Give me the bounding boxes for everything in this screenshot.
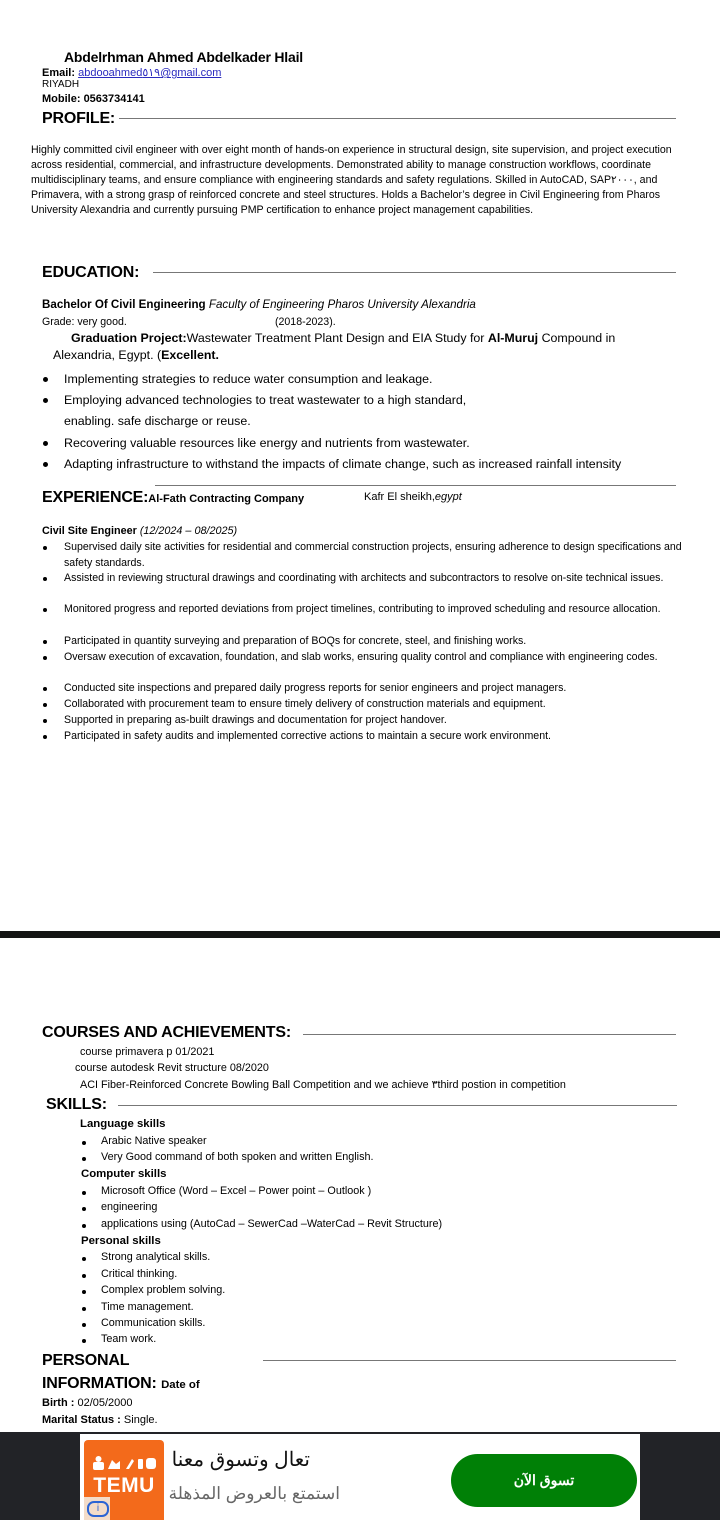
skill-item: Very Good command of both spoken and written English. <box>101 1151 374 1163</box>
experience-rule <box>155 485 676 486</box>
shop-now-button[interactable]: تسوق الآن <box>451 1454 637 1507</box>
skills-group-title: Computer skills <box>81 1168 167 1180</box>
ad-title: تعال وتسوق معنا <box>171 1449 310 1471</box>
skills-group-title: Personal skills <box>81 1235 161 1247</box>
achievement-item: ACI Fiber-Reinforced Concrete Bowling Ball Competition and we achieve ٣third postion in competition <box>80 1079 566 1091</box>
graduation-project-line-2 <box>53 348 219 362</box>
bullet-icon <box>43 608 47 612</box>
bullet-icon <box>82 1307 86 1311</box>
education-heading: EDUCATION: <box>42 264 140 281</box>
dob-label-2: Birth : <box>42 1397 75 1409</box>
bullet-icon <box>43 703 47 707</box>
skill-item: Time management. <box>101 1301 194 1313</box>
location <box>364 491 462 503</box>
edu-bullet-continued: enabling. safe discharge or reuse. <box>64 414 251 428</box>
dob-label: Date of <box>161 1379 200 1391</box>
edu-bullet: Employing advanced technologies to treat wastewater to a high standard, <box>64 393 467 407</box>
skill-item: Strong analytical skills. <box>101 1251 211 1263</box>
location-city: Kafr El sheikh, <box>364 491 435 503</box>
project-grade: Excellent. <box>161 348 219 362</box>
bullet-icon <box>82 1207 86 1211</box>
project-site: Al-Muruj <box>487 331 539 345</box>
skills-group-title: Language skills <box>80 1118 166 1130</box>
city: RIYADH <box>42 79 80 90</box>
bullet-icon <box>43 398 48 403</box>
marital-value: Single. <box>123 1414 158 1426</box>
email-line: Email: abdooahmed٥١٩@gmail.com <box>42 67 222 79</box>
bullet-icon <box>82 1290 86 1294</box>
candidate-name: Abdelrhman Ahmed Abdelkader Hlail <box>64 49 303 65</box>
dob-line <box>42 1397 133 1409</box>
bullet-icon <box>82 1191 86 1195</box>
bullet-icon <box>82 1224 86 1228</box>
edu-bullet: Adapting infrastructure to withstand the impacts of climate change, such as increased rainfall intensity <box>64 457 622 471</box>
education-rule <box>153 272 676 273</box>
skills-rule <box>118 1105 677 1106</box>
bullet-icon <box>43 735 47 739</box>
mobile-number: 0563734141 <box>83 93 145 105</box>
personal-heading-line-2 <box>42 1375 200 1393</box>
degree-line <box>42 298 476 311</box>
years: (2018-2023). <box>275 316 336 328</box>
bullet-icon <box>43 462 48 467</box>
personal-heading: PERSONAL <box>42 1352 130 1369</box>
experience-bullet: Participated in safety audits and implemented corrective actions to maintain a secure work environment. <box>64 730 551 742</box>
bullet-icon <box>82 1339 86 1343</box>
experience-bullet: Supported in preparing as-built drawings and documentation for project handover. <box>64 714 447 726</box>
skill-item: Critical thinking. <box>101 1268 178 1280</box>
role-line <box>42 525 237 537</box>
profile-rule <box>119 118 676 119</box>
grade: Grade: very good. <box>42 316 127 328</box>
bullet-icon <box>82 1323 86 1327</box>
marital-line <box>42 1414 158 1426</box>
graduation-project-line <box>71 331 615 345</box>
email-label: Email <box>42 67 72 79</box>
experience-bullet: Assisted in reviewing structural drawings and coordinating with architects and subcontractors to resolve on-site technical issues. <box>64 572 664 584</box>
marital-label: Marital Status : <box>42 1414 121 1426</box>
bullet-icon <box>82 1274 86 1278</box>
temu-glyphs-icon <box>92 1455 156 1471</box>
ad-subtitle: استمتع بالعروض المذهلة <box>168 1484 340 1503</box>
temu-logo[interactable] <box>84 1440 164 1520</box>
info-icon: i <box>87 1501 109 1517</box>
email-link[interactable]: abdooahmed٥١٩@gmail.com <box>78 67 222 79</box>
experience-heading-line <box>42 489 304 507</box>
profile-heading: PROFILE: <box>42 110 116 127</box>
course-item: course primavera p 01/2021 <box>80 1046 215 1058</box>
skill-item: Arabic Native speaker <box>101 1135 207 1147</box>
skill-item: Team work. <box>101 1333 157 1345</box>
company: Al-Fath Contracting Company <box>148 493 305 505</box>
bullet-icon <box>43 687 47 691</box>
project-location: Alexandria, Egypt. ( <box>53 348 162 362</box>
bullet-icon <box>43 377 48 382</box>
courses-heading: COURSES AND ACHIEVEMENTS: <box>42 1024 291 1041</box>
project-label: Graduation Project: <box>71 331 187 345</box>
bullet-icon <box>43 577 47 581</box>
experience-bullet: Conducted site inspections and prepared daily progress reports for senior engineers and project managers. <box>64 682 567 694</box>
mobile-label: Mobile: <box>42 93 81 105</box>
personal-rule <box>263 1360 676 1361</box>
degree: Bachelor Of Civil Engineering <box>42 298 206 311</box>
ad-info-button[interactable] <box>84 1497 110 1520</box>
skill-item: applications using (AutoCad – SewerCad –WaterCad – Revit Structure) <box>101 1218 443 1230</box>
skill-item: engineering <box>101 1201 158 1213</box>
page-divider <box>0 931 720 938</box>
bullet-icon <box>82 1257 86 1261</box>
experience-bullet: Collaborated with procurement team to ensure timely delivery of construction materials and equipment. <box>64 698 546 710</box>
period: (12/2024 – 08/2025) <box>139 525 238 537</box>
courses-rule <box>303 1034 676 1035</box>
bullet-icon <box>82 1157 86 1161</box>
role: Civil Site Engineer <box>42 525 137 537</box>
bullet-icon <box>43 656 47 660</box>
dob-value: 02/05/2000 <box>77 1397 133 1409</box>
experience-heading: EXPERIENCE: <box>42 489 149 506</box>
skills-heading: SKILLS: <box>46 1096 107 1113</box>
bullet-icon <box>43 640 47 644</box>
project-text: Wastewater Treatment Plant Design and EIA Study for <box>186 331 485 345</box>
experience-bullet: Supervised daily site activities for residential and commercial construction projects, ensuring adherence to design specifications and safety standards. <box>64 541 682 569</box>
mobile-line <box>42 93 145 105</box>
course-item: course autodesk Revit structure 08/2020 <box>75 1062 269 1074</box>
institution: Faculty of Engineering Pharos University Alexandria <box>208 298 476 311</box>
experience-bullet: Oversaw execution of excavation, foundation, and slab works, ensuring quality control and compliance with engineering codes. <box>64 651 658 663</box>
temu-brand: TEMU <box>93 1474 155 1497</box>
skill-item: Complex problem solving. <box>101 1284 226 1296</box>
personal-heading-2: INFORMATION: <box>42 1375 157 1392</box>
project-text-2: Compound in <box>541 331 616 345</box>
location-country: egypt <box>434 491 462 503</box>
edu-bullet: Implementing strategies to reduce water consumption and leakage. <box>64 372 433 386</box>
bullet-icon <box>82 1141 86 1145</box>
skill-item: Microsoft Office (Word – Excel – Power point – Outlook ) <box>101 1185 372 1197</box>
bullet-icon <box>43 719 47 723</box>
experience-bullet: Participated in quantity surveying and preparation of BOQs for concrete, steel, and finishing works. <box>64 635 527 647</box>
profile-text: Highly committed civil engineer with over eight month of hands-on experience in structural design, site supervision, and project execution across residential, commercial, and infrastructure developments. Demonstrated ability to manage construction workflows, coordinate multidisciplinary teams, and ensure compliance with engineering standards and safety regulations. Skilled in AutoCAD, SAP٢٠٠٠, and Primavera, with a strong grasp of reinforced concrete and steel structures. Holds a Bachelor’s degree in Civil Engineering from Pharos University Alexandria and currently pursuing PMP certification to enhance project management capabilities. <box>31 144 672 217</box>
edu-bullet: Recovering valuable resources like energy and nutrients from wastewater. <box>64 436 470 450</box>
bullet-icon <box>43 441 48 446</box>
bullet-icon <box>43 546 47 550</box>
experience-bullet: Monitored progress and reported deviations from project timelines, contributing to improved scheduling and resource allocation. <box>64 603 661 615</box>
skill-item: Communication skills. <box>101 1317 206 1329</box>
